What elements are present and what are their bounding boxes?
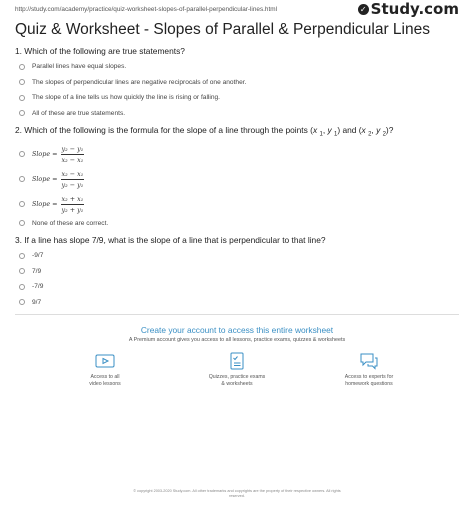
formula-label: Slope = (32, 150, 58, 159)
slope-formula (32, 195, 84, 214)
q1-option-2[interactable] (19, 79, 459, 86)
formula-label: Slope = (32, 175, 58, 184)
feature-text: Quizzes, practice exams & worksheets (208, 374, 266, 387)
question-1-title: 1. Which of the following are true statements? (15, 46, 185, 56)
feature-experts (324, 350, 414, 387)
copyright-line: © copyright 2003-2020 Study.com. All other trademarks and copyrights are the property of their respective owners. All rights (133, 489, 341, 493)
option-label: None of these are correct. (32, 219, 109, 227)
top-bar (15, 0, 459, 18)
fraction (61, 170, 85, 189)
option-label: The slopes of perpendicular lines are negative reciprocals of one another. (32, 78, 247, 86)
denominator: y₂ − y₁ (61, 180, 84, 189)
radio-button[interactable] (19, 284, 25, 290)
radio-button[interactable] (19, 79, 25, 85)
radio-button[interactable] (19, 253, 25, 259)
radio-button[interactable] (19, 110, 25, 116)
q2-option-3[interactable] (19, 195, 459, 214)
radio-button[interactable] (19, 176, 25, 182)
option-label: -7/9 (32, 283, 44, 291)
divider (15, 314, 459, 315)
slope-formula (32, 170, 84, 189)
expert-chat-icon (358, 350, 380, 372)
option-label: All of these are true statements. (32, 109, 126, 117)
feature-video (60, 350, 150, 387)
q2-var: y (376, 125, 381, 135)
q2-var: x (361, 125, 366, 135)
q1-option-3[interactable] (19, 94, 459, 101)
video-icon (94, 350, 116, 372)
feature-quiz (192, 350, 282, 387)
question-2 (15, 125, 459, 227)
radio-button[interactable] (19, 95, 25, 101)
numerator: x₂ − x₁ (61, 169, 84, 178)
q2-sub: 1 (333, 131, 338, 138)
q2-title-text: ) and ( (337, 125, 362, 135)
page-url[interactable]: http://study.com/academy/practice/quiz-worksheet-slopes-of-parallel-perpendicular-lines.html (15, 5, 278, 13)
formula-label: Slope = (32, 200, 58, 209)
logo-text: Study.com (370, 0, 459, 18)
feature-text: Access to all video lessons (89, 374, 121, 387)
feature-text: Access to experts for homework questions (344, 374, 394, 387)
cta-subtext: A Premium account gives you access to all lessons, practice exams, quizzes & worksheets (128, 337, 346, 344)
copyright-footer (0, 489, 474, 499)
q2-sub: 2 (368, 131, 372, 138)
radio-button[interactable] (19, 220, 25, 226)
option-label: 9/7 (32, 298, 42, 306)
q2-sub: 2 (382, 131, 386, 138)
denominator: y₂ + y₁ (61, 205, 84, 214)
q2-var: x (312, 125, 318, 135)
option-label: The slope of a line tells us how quickly the line is rising or falling. (32, 94, 221, 101)
radio-button[interactable] (19, 201, 25, 207)
option-label: -9/7 (32, 252, 44, 260)
q2-option-4[interactable] (19, 220, 459, 227)
fraction (61, 145, 85, 164)
study-logo-icon: ✓ (358, 4, 369, 15)
q3-option-2[interactable] (19, 268, 459, 275)
denominator: x₂ − x₁ (61, 155, 84, 164)
fraction (61, 195, 85, 214)
option-label: 7/9 (32, 267, 42, 275)
q2-sub: 1 (319, 131, 323, 138)
q2-title-text: )? (385, 125, 394, 135)
question-1 (15, 46, 459, 117)
q3-option-1[interactable] (19, 252, 459, 259)
radio-button[interactable] (19, 64, 25, 70)
premium-cta (15, 325, 459, 387)
cta-headline[interactable]: Create your account to access this entire worksheet (140, 325, 334, 336)
question-2-title: 2. Which of the following is the formula for the slope of a line through the points (x $_1$, y $_1$) and (x $_2$, y $_2$)? (15, 125, 394, 138)
option-label: Parallel lines have equal slopes. (32, 63, 127, 70)
q2-title-text: 2. Which of the following is the formula for the slope of a line through the points ( (15, 125, 313, 135)
question-3 (15, 235, 459, 306)
radio-button[interactable] (19, 299, 25, 305)
q3-option-3[interactable] (19, 283, 459, 290)
q1-option-1[interactable] (19, 63, 459, 70)
q3-option-4[interactable] (19, 299, 459, 306)
q2-option-1[interactable] (19, 145, 459, 164)
q1-option-4[interactable] (19, 110, 459, 117)
numerator: y₂ − y₁ (61, 144, 84, 153)
study-logo[interactable] (358, 0, 459, 18)
radio-button[interactable] (19, 151, 25, 157)
slope-formula (32, 145, 84, 164)
radio-button[interactable] (19, 268, 25, 274)
q2-var: y (327, 125, 332, 135)
page-title: Quiz & Worksheet - Slopes of Parallel & Perpendicular Lines (15, 21, 430, 38)
copyright-line: reserved. (229, 494, 245, 498)
quiz-icon (226, 350, 248, 372)
feature-list (15, 350, 459, 387)
question-3-title: 3. If a line has slope 7/9, what is the slope of a line that is perpendicular to that line? (15, 235, 326, 246)
q2-option-2[interactable] (19, 170, 459, 189)
numerator: x₂ + x₁ (61, 194, 84, 203)
